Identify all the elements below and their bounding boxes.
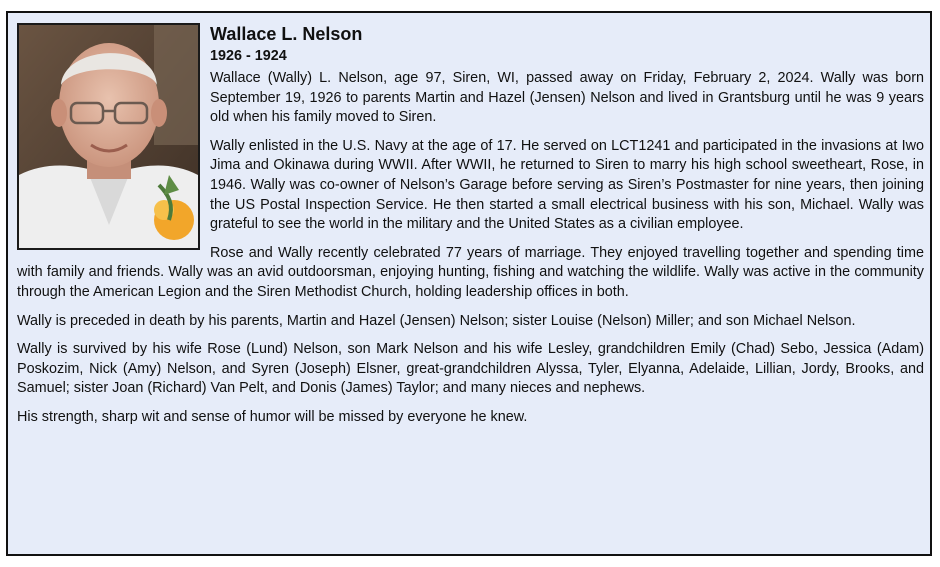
- paragraph-marriage: Rose and Wally recently celebrated 77 years of marriage. They enjoyed travelling together and spending time with family and friends. Wally was an avid outdoorsman, enjoying hunting, fishing and watching the wildlife. Wally was active in the community through the American Legion and the Siren Methodist Church, holding leadership offices in both.: [17, 244, 924, 300]
- deceased-name: Wallace L. Nelson: [210, 24, 363, 44]
- life-dates: 1926 - 1924: [210, 48, 287, 64]
- obituary-card: [6, 11, 932, 556]
- paragraph-closing: His strength, sharp wit and sense of humor will be missed by everyone he knew.: [17, 408, 528, 425]
- paragraph-announcement: Wallace (Wally) L. Nelson, age 97, Siren, WI, passed away on Friday, February 2, 2024. Wally was born September 19, 1926 to parents Martin and Hazel (Jensen) Nelson and lived in Grantsburg until he was 9 years old when his family moved to Siren.: [210, 70, 924, 126]
- paragraph-preceded: Wally is preceded in death by his parents, Martin and Hazel (Jensen) Nelson; sister Louise (Nelson) Miller; and son Michael Nelson.: [17, 312, 856, 329]
- paragraph-service: Wally enlisted in the U.S. Navy at the age of 17. He served on LCT1241 and participated in the invasions at Iwo Jima and Okinawa during WWII. After WWII, he returned to Siren to marry his high school sweetheart, Rose, in 1946. Wally was co-owner of Nelson’s Garage before serving as Siren’s Postmaster for nine years, then joining the US Postal Inspection Service. He then started a small electrical business with his son, Michael. Wally was grateful to see the world in the military and the United States as a civilian employee.: [210, 137, 924, 233]
- portrait-photo: [17, 23, 200, 250]
- paragraph-survived: Wally is survived by his wife Rose (Lund) Nelson, son Mark Nelson and his wife Lesley, grandchildren Emily (Chad) Sebo, Jessica (Adam) Poskozim, Nick (Amy) Nelson, and Syren (Joseph) Elsner, great-grandchildren Alyssa, Tyler, Elyanna, Adelaide, Lillian, Jordy, Brooks, and Samuel; sister Joan (Richard) Van Pelt, and Donis (James) Taylor; and many nieces and nephews.: [17, 341, 924, 397]
